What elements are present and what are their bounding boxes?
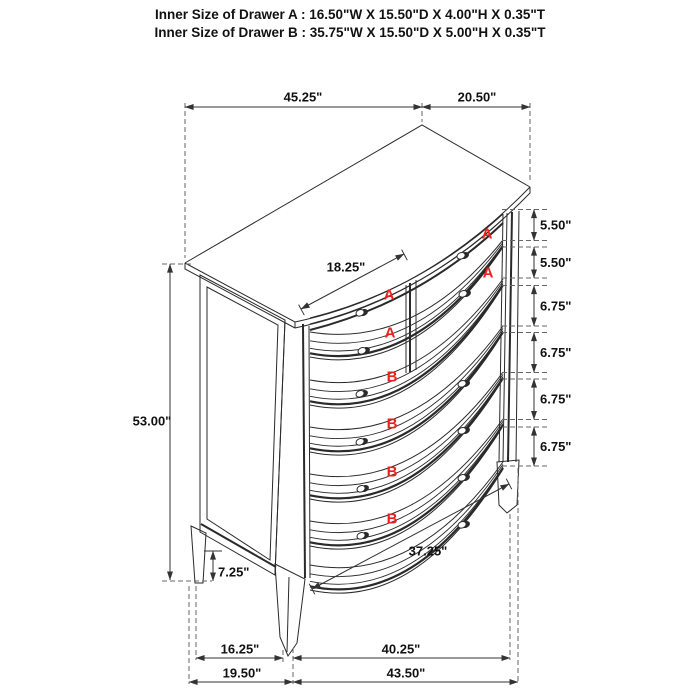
- dim-top-front-width: 45.25": [283, 89, 323, 105]
- inner-size-drawer-b: Inner Size of Drawer B : 35.75"W X 15.50"D X 5.00"H X 0.35"T: [154, 25, 546, 40]
- dim-front-total-width: 43.50": [386, 665, 426, 681]
- dim-drawer-a-width: 18.25": [326, 259, 366, 275]
- inner-size-note: [0, 6, 700, 42]
- drawer-b-label: B: [386, 510, 398, 528]
- dim-drawer-height-2: 5.50": [540, 255, 572, 270]
- dim-leg-height: 7.25": [218, 564, 250, 580]
- dim-total-height: 53.00": [132, 413, 172, 429]
- dim-drawer-height-4: 6.75": [540, 345, 572, 360]
- drawer-b-label: B: [386, 368, 398, 386]
- drawer-a-label: A: [383, 286, 395, 304]
- drawer-a-label: A: [482, 264, 494, 282]
- drawer-b-label: B: [386, 463, 398, 481]
- dim-front-inner-width: 40.25": [381, 641, 421, 657]
- dim-drawer-height-6: 6.75": [540, 439, 572, 454]
- inner-size-drawer-a: Inner Size of Drawer A : 16.50"W X 15.50"D X 4.00"H X 0.35"T: [154, 7, 545, 22]
- drawer-a-label: A: [481, 225, 493, 243]
- drawer-b-label: B: [386, 415, 398, 433]
- dim-drawer-height-1: 5.50": [540, 217, 572, 233]
- dim-drawer-height-3: 6.75": [540, 298, 572, 314]
- dim-side-total-depth: 19.50": [222, 665, 262, 681]
- dim-side-inner-depth: 16.25": [220, 641, 260, 657]
- drawer-a-label: A: [384, 324, 396, 342]
- dim-drawer-b-width: 37.25": [408, 543, 448, 559]
- dim-top-side-depth: 20.50": [457, 89, 497, 105]
- dim-drawer-height-5: 6.75": [540, 391, 572, 407]
